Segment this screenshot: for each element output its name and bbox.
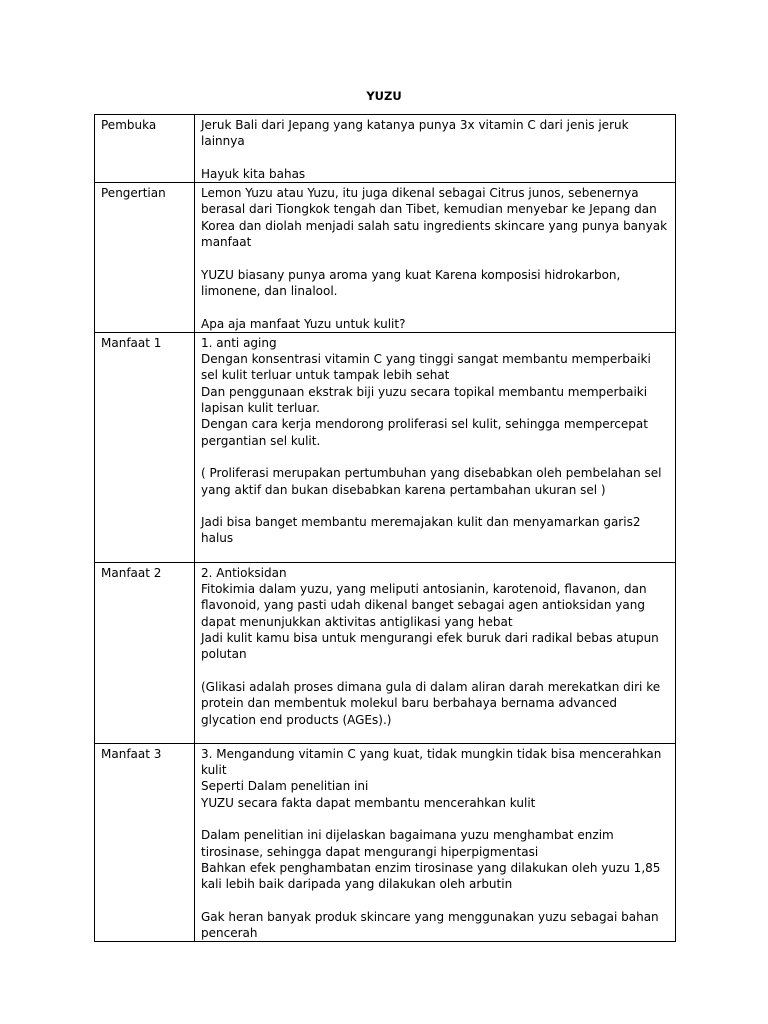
document-title: YUZU (366, 89, 402, 103)
paragraph: 2. Antioksidan Fitokimia dalam yuzu, yang meliputi antosianin, karotenoid, flavanon, dan flavonoid, yang pasti udah dikenal banget sebagai agen antioksidan yang dapat menunjukkan aktivitas antiglikasi yang hebat Jadi kulit kamu bisa untuk mengurangi efek buruk dari radikal bebas atupun polutan (201, 565, 659, 662)
row-label: Manfaat 2 (95, 562, 195, 743)
row-label: Pengertian (95, 183, 195, 333)
table-row-pengertian (95, 183, 676, 333)
paragraph: Lemon Yuzu atau Yuzu, itu juga dikenal sebagai Citrus junos, sebenernya berasal dari Tiongkok tengah dan Tibet, kemudian menyebar ke Jepang dan Korea dan diolah menjadi salah satu ingredients skincare yang punya banyak manfaat (201, 186, 668, 250)
row-content (195, 183, 676, 333)
paragraph: Jadi bisa banget membantu meremajakan kulit dan menyamarkan garis2 halus (201, 515, 641, 546)
paragraph: (Glikasi adalah proses dimana gula di dalam aliran darah merekatkan diri ke protein dan membentuk molekul baru berbahaya bernama advanced glycation end products (AGEs).) (201, 679, 661, 727)
paragraph: Apa aja manfaat Yuzu untuk kulit? (201, 316, 406, 331)
row-content (195, 332, 676, 562)
row-label: Manfaat 3 (95, 743, 195, 942)
paragraph: Hayuk kita bahas (201, 166, 306, 181)
table-row-manfaat-1 (95, 332, 676, 562)
paragraph: Jeruk Bali dari Jepang yang katanya punya 3x vitamin C dari jenis jeruk lainnya (201, 118, 629, 149)
paragraph: Gak heran banyak produk skincare yang menggunakan yuzu sebagai bahan pencerah (201, 909, 659, 941)
table-row-manfaat-3 (95, 743, 676, 942)
paragraph: ( Proliferasi merupakan pertumbuhan yang disebabkan oleh pembelahan sel yang aktif dan bukan disebabkan karena pertambahan ukuran sel ) (201, 466, 662, 497)
paragraph: 3. Mengandung vitamin C yang kuat, tidak mungkin tidak bisa mencerahkan kulit Seperti Dalam penelitian ini YUZU secara fakta dapat membantu mencerahkan kulit (201, 746, 662, 810)
table-row-manfaat-2 (95, 562, 676, 743)
row-content (195, 115, 676, 183)
row-content (195, 562, 676, 743)
paragraph: YUZU biasany punya aroma yang kuat Karena komposisi hidrokarbon, limonene, dan linalool. (201, 267, 621, 298)
table-row-pembuka (95, 115, 676, 183)
paragraph: Dalam penelitian ini dijelaskan bagaimana yuzu menghambat enzim tirosinase, sehingga dapat mengurangi hiperpigmentasi Bahkan efek penghambatan enzim tirosinase yang dilakukan oleh yuzu 1,85 kali lebih baik daripada yang dilakukan oleh arbutin (201, 828, 661, 892)
content-table (94, 114, 676, 942)
row-content (195, 743, 676, 942)
row-label: Manfaat 1 (95, 332, 195, 562)
paragraph: 1. anti aging Dengan konsentrasi vitamin C yang tinggi sangat membantu memperbaiki sel kulit terluar untuk tampak lebih sehat Dan penggunaan ekstrak biji yuzu secara topikal membantu memperbaiki lapisan kulit terluar. Dengan cara kerja mendorong proliferasi sel kulit, sehingga mempercepat pergantian sel kulit. (201, 335, 651, 448)
row-label: Pembuka (95, 115, 195, 183)
